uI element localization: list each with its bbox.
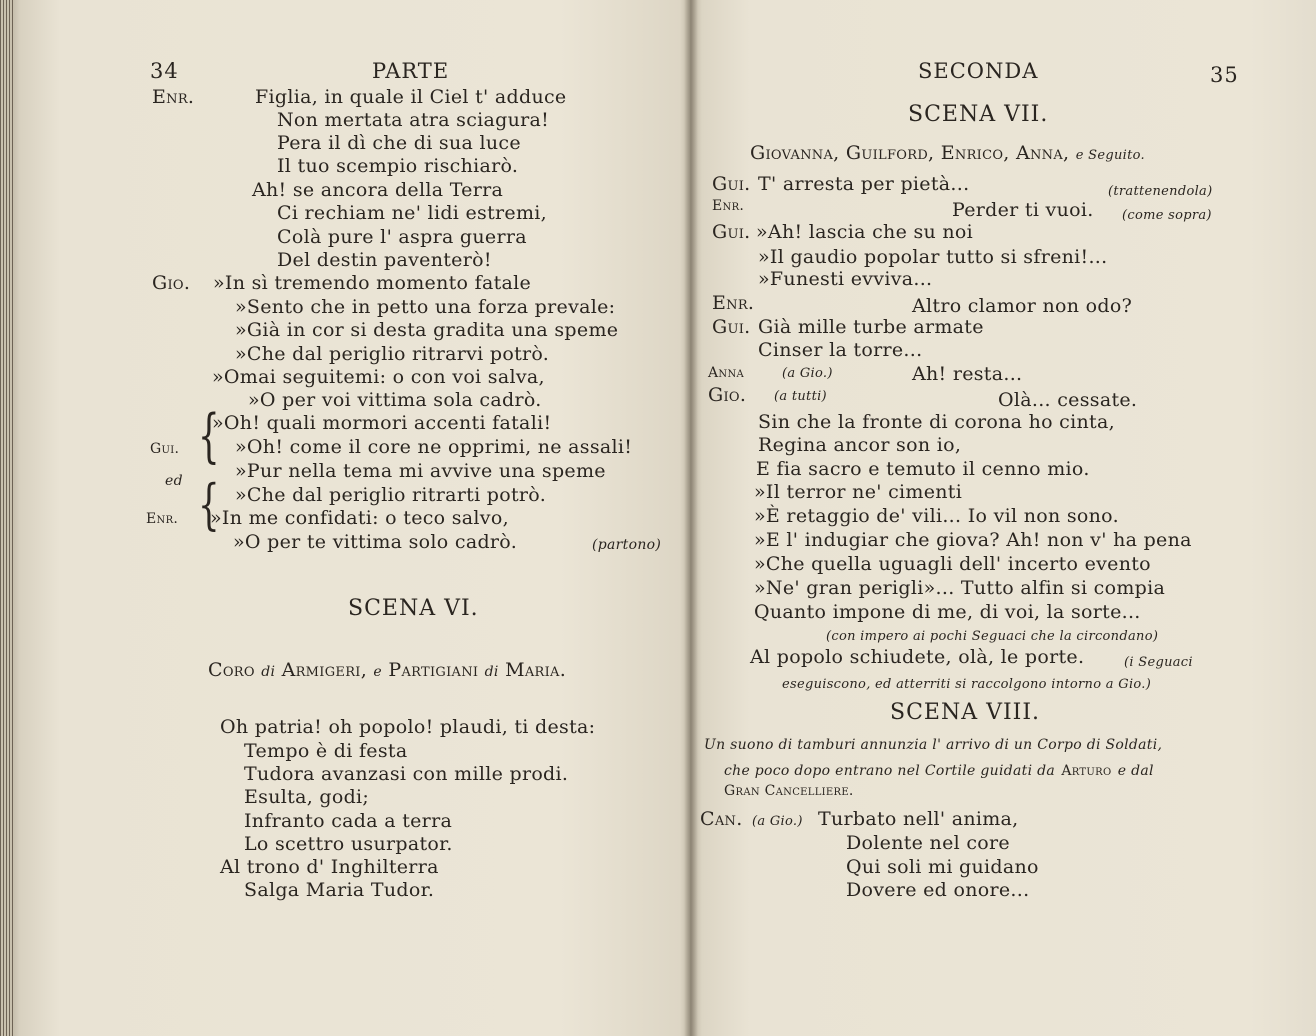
- verse-line: Non mertata atra sciagura!: [277, 109, 550, 131]
- verse-line: »Oh! quali mormori accenti fatali!: [212, 412, 552, 434]
- verse-line: Figlia, in quale il Ciel t' adduce: [255, 86, 567, 108]
- stage-direction: eseguiscono, ed atterriti si raccolgono intorno a Gio.): [782, 677, 1152, 692]
- stage-direction: (i Seguaci: [1124, 655, 1193, 670]
- speaker-label: Gui.: [712, 316, 751, 338]
- book-gutter: [684, 0, 698, 1036]
- stage-direction: (a Gio.): [782, 366, 833, 381]
- verse-line: »Che quella uguagli dell' incerto evento: [754, 553, 1151, 575]
- verse-line: Perder ti vuoi.: [952, 199, 1094, 221]
- verse-line: »Funesti evviva...: [758, 268, 933, 290]
- chorus-line: Infranto cada a terra: [244, 810, 453, 832]
- speaker-label: Gui.: [712, 173, 751, 195]
- verse-line: Ah! se ancora della Terra: [252, 179, 504, 201]
- verse-line: Altro clamor non odo?: [912, 295, 1133, 317]
- speaker-label: Can.: [700, 808, 743, 830]
- scene-description: che poco dopo entrano nel Cortile guidati da Arturo e dal: [724, 763, 1154, 779]
- chorus-line: Tudora avanzasi con mille prodi.: [244, 763, 569, 785]
- verse-line: »Sento che in petto una forza prevale:: [235, 296, 616, 318]
- chorus-line: Tempo è di festa: [244, 740, 408, 762]
- speaker-label: Enr.: [712, 292, 755, 314]
- verse-line: T' arresta per pietà...: [758, 173, 970, 195]
- speaker-label: Enr.: [152, 86, 195, 108]
- verse-line: Del destin paventerò!: [277, 249, 492, 271]
- running-head: SECONDA: [918, 59, 1039, 83]
- scena-title: SCENA VI.: [348, 596, 479, 621]
- verse-line: »Il gaudio popolar tutto si sfreni!...: [758, 246, 1108, 268]
- page-edges: [0, 0, 14, 1036]
- speaker-label: Enr.: [712, 198, 745, 214]
- verse-line: E fia sacro e temuto il cenno mio.: [756, 458, 1090, 480]
- verse-line: Dolente nel core: [846, 832, 1010, 854]
- speaker-label: Gui.: [150, 441, 180, 457]
- verse-line: Cinser la torre...: [758, 339, 923, 361]
- verse-line: »O per te vittima solo cadrò.: [233, 531, 518, 553]
- speaker-label: Anna: [708, 365, 745, 381]
- verse-line: Olà... cessate.: [998, 389, 1138, 411]
- verse-line: »In me confidati: o teco salvo,: [210, 507, 509, 529]
- verse-line: Già mille turbe armate: [758, 316, 984, 338]
- scena-title: SCENA VII.: [908, 102, 1049, 127]
- verse-line: »Oh! come il core ne opprimi, ne assali!: [235, 436, 633, 458]
- scene-description: Un suono di tamburi annunzia l' arrivo di un Corpo di Soldati,: [704, 737, 1163, 753]
- chorus-line: Oh patria! oh popolo! plaudi, ti desta:: [220, 716, 596, 738]
- running-head: PARTE: [372, 59, 450, 83]
- verse-line: »Pur nella tema mi avvive una speme: [235, 460, 606, 482]
- verse-line: Al popolo schiudete, olà, le porte.: [750, 646, 1085, 668]
- brace-left: {: [198, 473, 220, 538]
- stage-direction: (partono): [592, 537, 662, 553]
- verse-line: Pera il dì che di sua luce: [277, 132, 521, 154]
- speaker-label: Gui.: [712, 221, 751, 243]
- stage-direction: (a tutti): [774, 389, 827, 404]
- verse-line: Ah! resta...: [912, 363, 1023, 385]
- scene-description: Gran Cancelliere.: [724, 783, 854, 799]
- cast-line: Coro di Armigeri, e Partigiani di Maria.: [208, 659, 567, 681]
- verse-line: »Ne' gran perigli»... Tutto alfin si compia: [754, 577, 1166, 599]
- speaker-label: Enr.: [146, 511, 179, 527]
- chorus-line: Lo scettro usurpator.: [244, 833, 453, 855]
- right-page: [690, 0, 1316, 1036]
- speaker-label: Gio.: [152, 272, 191, 294]
- stage-direction: (con impero ai pochi Seguaci che la circondano): [826, 629, 1159, 644]
- verse-line: Ci rechiam ne' lidi estremi,: [277, 202, 547, 224]
- verse-line: Dovere ed onore...: [846, 879, 1030, 901]
- verse-line: »Già in cor si desta gradita una speme: [235, 319, 619, 341]
- verse-line: »Omai seguitemi: o con voi salva,: [212, 366, 545, 388]
- speaker-label: Gio.: [708, 384, 747, 406]
- chorus-line: Salga Maria Tudor.: [244, 879, 435, 901]
- chorus-line: Al trono d' Inghilterra: [220, 856, 439, 878]
- verse-line: Quanto impone di me, di voi, la sorte...: [754, 601, 1141, 623]
- verse-line: Il tuo scempio rischiarò.: [277, 155, 519, 177]
- verse-line: Qui soli mi guidano: [846, 856, 1039, 878]
- chorus-line: Esulta, godi;: [244, 786, 370, 808]
- verse-line: Colà pure l' aspra guerra: [277, 226, 527, 248]
- brace-left: {: [198, 402, 220, 471]
- verse-line: »In sì tremendo momento fatale: [213, 272, 532, 294]
- verse-line: »O per voi vittima sola cadrò.: [248, 389, 542, 411]
- verse-line: »È retaggio de' vili... Io vil non sono.: [754, 505, 1119, 527]
- scena-title: SCENA VIII.: [890, 700, 1041, 725]
- cast-line: Giovanna, Guilford, Enrico, Anna, e Seguito.: [750, 142, 1145, 164]
- verse-line: »Che dal periglio ritrarti potrò.: [235, 484, 547, 506]
- verse-line: »Che dal periglio ritrarvi potrò.: [235, 343, 550, 365]
- verse-line: »Il terror ne' cimenti: [754, 481, 963, 503]
- verse-line: Regina ancor son io,: [758, 434, 962, 456]
- speaker-label: ed: [165, 473, 183, 489]
- verse-line: »E l' indugiar che giova? Ah! non v' ha pena: [754, 529, 1192, 551]
- page-number: 34: [150, 59, 179, 83]
- verse-line: Turbato nell' anima,: [818, 808, 1019, 830]
- stage-direction: (come sopra): [1122, 208, 1212, 223]
- verse-line: Sin che la fronte di corona ho cinta,: [758, 411, 1115, 433]
- stage-direction: (a Gio.): [752, 814, 803, 829]
- verse-line: »Ah! lascia che su noi: [756, 221, 974, 243]
- stage-direction: (trattenendola): [1108, 184, 1213, 199]
- page-number: 35: [1210, 63, 1239, 87]
